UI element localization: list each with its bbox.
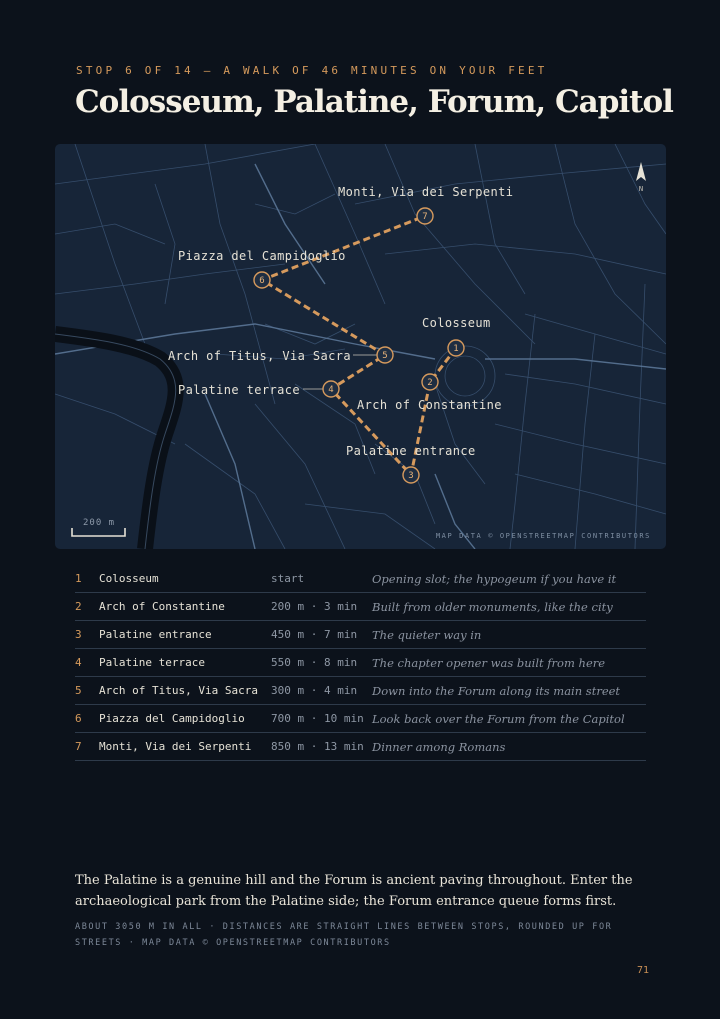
table-row bbox=[75, 593, 646, 621]
stop-distance: 300 m · 4 min bbox=[271, 677, 372, 705]
scale-bar bbox=[72, 518, 125, 536]
chapter-eyebrow: STOP 6 OF 14 — A WALK OF 46 MINUTES ON YOUR FEET bbox=[76, 64, 548, 77]
marker-1[interactable] bbox=[448, 340, 464, 356]
page-number: 71 bbox=[637, 965, 650, 976]
stop-number: 7 bbox=[75, 733, 99, 761]
svg-text:200 m: 200 m bbox=[83, 518, 116, 528]
svg-text:4: 4 bbox=[328, 385, 334, 395]
footnote: ABOUT 3050 M IN ALL · DISTANCES ARE STRAIGHT LINES BETWEEN STOPS, ROUNDED UP FOR STREETS · MAP DATA © OPENSTREETMAP CONTRIBUTORS bbox=[75, 922, 613, 948]
svg-text:5: 5 bbox=[382, 351, 388, 361]
stop-distance: 850 m · 13 min bbox=[271, 733, 372, 761]
svg-text:1: 1 bbox=[453, 344, 459, 354]
table-row bbox=[75, 621, 646, 649]
marker-3[interactable] bbox=[403, 467, 419, 483]
body-paragraph: The Palatine is a genuine hill and the Forum is ancient paving throughout. Enter the archaeological park from the Palatine side; the Forum entrance queue forms first. bbox=[75, 873, 633, 909]
label-campidoglio: Piazza del Campidoglio bbox=[178, 249, 346, 263]
stop-name: Monti, Via dei Serpenti bbox=[99, 733, 271, 761]
stop-distance: start bbox=[271, 565, 372, 593]
stop-note: Look back over the Forum from the Capitol bbox=[372, 705, 646, 733]
label-arch-of-titus: Arch of Titus, Via Sacra bbox=[168, 349, 351, 363]
stop-name: Arch of Titus, Via Sacra bbox=[99, 677, 271, 705]
stop-note: Down into the Forum along its main street bbox=[372, 677, 646, 705]
table-row bbox=[75, 677, 646, 705]
label-palatine-entrance: Palatine entrance bbox=[346, 444, 476, 458]
stop-name: Colosseum bbox=[99, 565, 271, 593]
stop-distance: 550 m · 8 min bbox=[271, 649, 372, 677]
stop-note: Opening slot; the hypogeum if you have it bbox=[372, 565, 646, 593]
stops-table bbox=[75, 565, 646, 761]
stop-note: Dinner among Romans bbox=[372, 733, 646, 761]
stop-number: 1 bbox=[75, 565, 99, 593]
marker-2[interactable] bbox=[422, 374, 438, 390]
stop-number: 6 bbox=[75, 705, 99, 733]
map-attribution: MAP DATA © OPENSTREETMAP CONTRIBUTORS bbox=[435, 532, 651, 540]
table-row bbox=[75, 705, 646, 733]
stop-distance: 700 m · 10 min bbox=[271, 705, 372, 733]
label-arch-of-constantine: Arch of Constantine bbox=[357, 398, 502, 412]
svg-text:7: 7 bbox=[422, 212, 428, 222]
marker-7[interactable] bbox=[417, 208, 433, 224]
route-map bbox=[55, 144, 666, 549]
marker-4[interactable] bbox=[323, 381, 339, 397]
svg-text:6: 6 bbox=[259, 276, 265, 286]
stop-name: Piazza del Campidoglio bbox=[99, 705, 271, 733]
stop-name: Palatine entrance bbox=[99, 621, 271, 649]
stop-distance: 200 m · 3 min bbox=[271, 593, 372, 621]
label-palatine-terrace: Palatine terrace bbox=[178, 383, 300, 397]
map-svg bbox=[55, 144, 666, 549]
tiber-river bbox=[55, 334, 176, 549]
stop-note: The chapter opener was built from here bbox=[372, 649, 646, 677]
marker-5[interactable] bbox=[377, 347, 393, 363]
stop-number: 5 bbox=[75, 677, 99, 705]
svg-text:2: 2 bbox=[427, 378, 433, 388]
table-row bbox=[75, 649, 646, 677]
stop-number: 2 bbox=[75, 593, 99, 621]
svg-text:N: N bbox=[638, 185, 644, 193]
label-monti: Monti, Via dei Serpenti bbox=[338, 185, 514, 199]
stop-number: 4 bbox=[75, 649, 99, 677]
stop-distance: 450 m · 7 min bbox=[271, 621, 372, 649]
marker-6[interactable] bbox=[254, 272, 270, 288]
label-colosseum: Colosseum bbox=[422, 316, 491, 330]
stop-note: Built from older monuments, like the city bbox=[372, 593, 646, 621]
page-title: Colosseum, Palatine, Forum, Capitol bbox=[75, 84, 673, 120]
stop-note: The quieter way in bbox=[372, 621, 646, 649]
table-row bbox=[75, 733, 646, 761]
stop-number: 3 bbox=[75, 621, 99, 649]
table-row bbox=[75, 565, 646, 593]
svg-text:3: 3 bbox=[408, 471, 414, 481]
stop-name: Palatine terrace bbox=[99, 649, 271, 677]
stop-name: Arch of Constantine bbox=[99, 593, 271, 621]
